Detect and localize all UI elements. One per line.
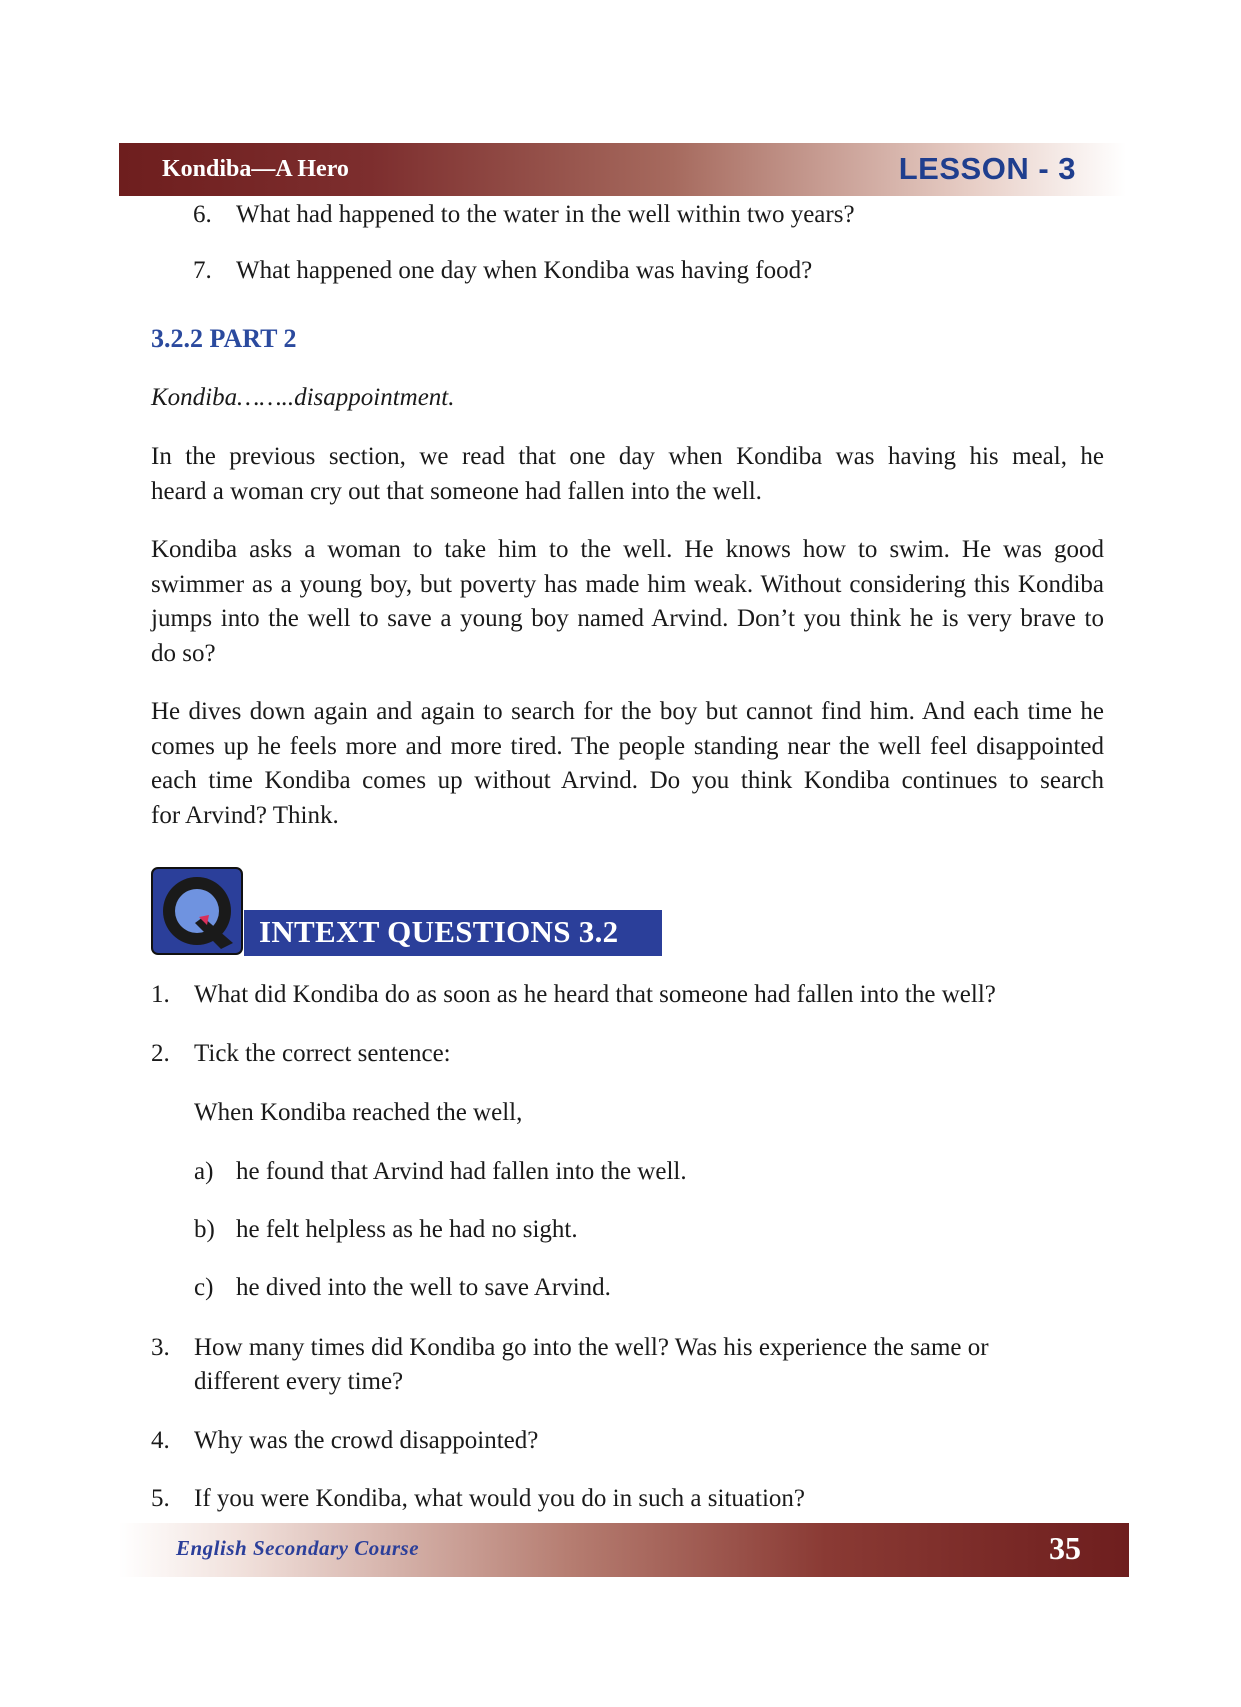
q-icon <box>151 867 243 955</box>
question-text: What happened one day when Kondiba was having food? <box>236 257 813 284</box>
question-text: If you were Kondiba, what would you do in such a situation? <box>194 1485 805 1512</box>
paragraph-line: He dives down again and again to search for the boy but cannot find him. And each time he <box>151 698 1104 725</box>
option-text: he dived into the well to save Arvind. <box>236 1274 611 1301</box>
paragraph <box>151 440 1104 509</box>
intext-questions-title: INTEXT QUESTIONS 3.2 <box>259 914 619 949</box>
paragraph-line: for Arvind? Think. <box>151 801 339 829</box>
question-number: 2. <box>151 1040 170 1067</box>
question-text: What did Kondiba do as soon as he heard that someone had fallen into the well? <box>194 981 996 1008</box>
page-header <box>119 143 1126 196</box>
question-text: Why was the crowd disappointed? <box>194 1427 539 1454</box>
option-letter: a) <box>194 1158 214 1185</box>
paragraph-line: do so? <box>151 639 216 667</box>
page-number: 35 <box>1049 1530 1081 1566</box>
option-text: he felt helpless as he had no sight. <box>236 1216 578 1243</box>
option-text: he found that Arvind had fallen into the well. <box>236 1158 687 1185</box>
paragraph <box>151 533 1104 671</box>
intext-questions-banner <box>244 910 662 956</box>
question-number: 1. <box>151 981 170 1008</box>
paragraph-line: comes up he feels more and more tired. The people standing near the well feel disappointed <box>151 732 1104 760</box>
question-text: When Kondiba reached the well, <box>194 1099 523 1126</box>
lesson-number: LESSON - 3 <box>898 151 1076 186</box>
question-number: 5. <box>151 1485 170 1512</box>
page-footer <box>119 1523 1129 1577</box>
paragraph <box>151 695 1104 833</box>
question-number: 7. <box>193 257 212 284</box>
paragraph-line: In the previous section, we read that one day when Kondiba was having his meal, he <box>151 443 1104 470</box>
paragraph-line: heard a woman cry out that someone had fallen into the well. <box>151 477 762 505</box>
paragraph-line: each time Kondiba comes up without Arvind. Do you think Kondiba continues to search <box>151 767 1104 794</box>
question-number: 3. <box>151 1334 170 1361</box>
question-number: 6. <box>193 201 212 228</box>
question-text: different every time? <box>194 1368 404 1395</box>
question-text: How many times did Kondiba go into the well? Was his experience the same or <box>194 1334 989 1361</box>
section-excerpt: Kondiba……..disappointment. <box>151 384 455 411</box>
question-number: 4. <box>151 1427 170 1454</box>
option-letter: c) <box>194 1274 214 1301</box>
question-text: Tick the correct sentence: <box>194 1040 451 1067</box>
paragraph-line: swimmer as a young boy, but poverty has made him weak. Without considering this Kondiba <box>151 570 1104 598</box>
question-text: What had happened to the water in the well within two years? <box>236 201 855 228</box>
paragraph-line: Kondiba asks a woman to take him to the well. He knows how to swim. He was good <box>151 536 1104 563</box>
chapter-title: Kondiba—A Hero <box>162 156 349 182</box>
course-name: English Secondary Course <box>176 1536 420 1560</box>
paragraph-line: jumps into the well to save a young boy named Arvind. Don’t you think he is very brave to <box>151 605 1104 632</box>
option-letter: b) <box>194 1216 215 1243</box>
section-heading: 3.2.2 PART 2 <box>151 324 297 353</box>
